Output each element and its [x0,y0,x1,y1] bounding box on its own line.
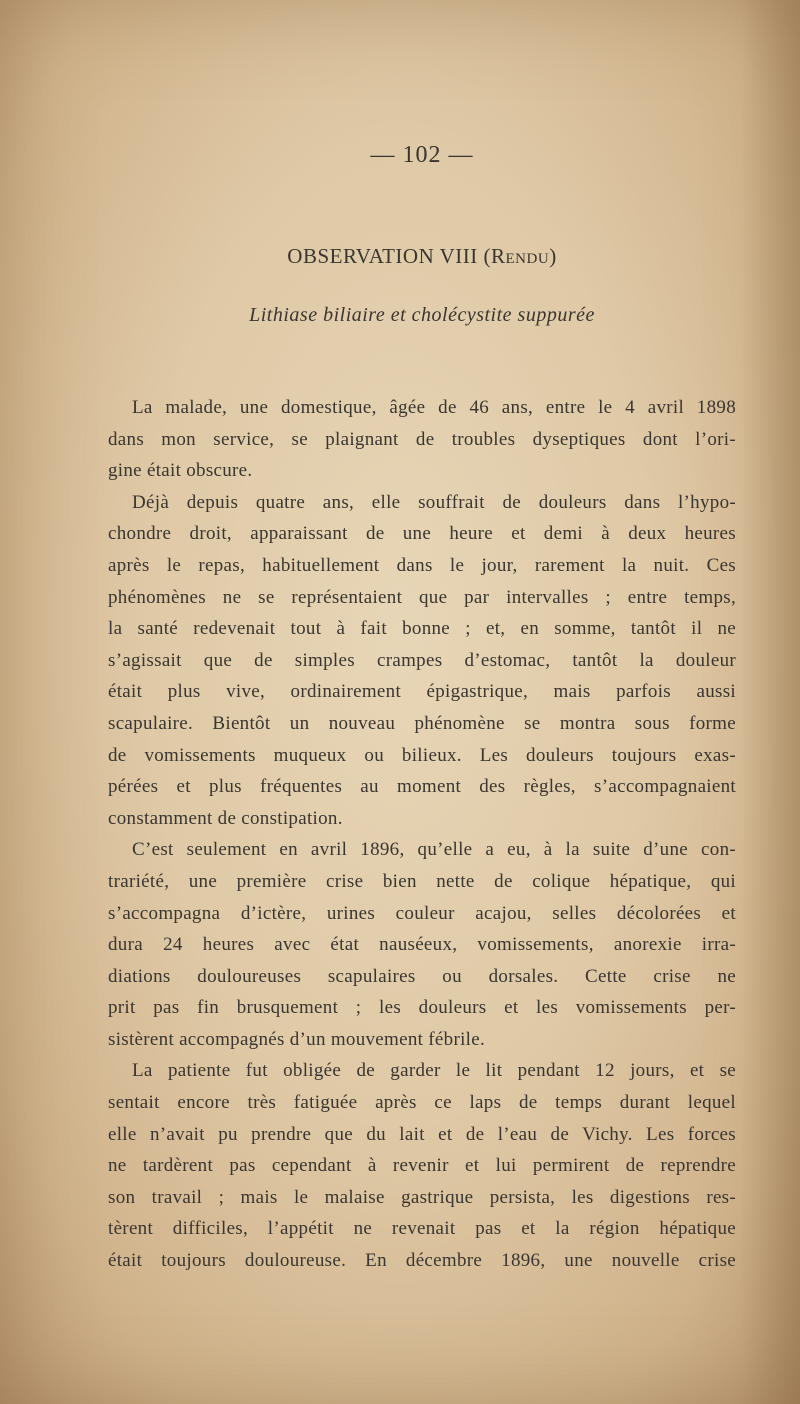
text-line: ne tardèrent pas cependant à revenir et lui permirent de reprendre [108,1155,736,1177]
text-line: la santé redevenait tout à fait bonne ; et, en somme, tantôt il ne [108,618,736,640]
observation-heading-suffix: ) [549,244,557,268]
text-line: scapulaire. Bientôt un nouveau phénomène se montra sous forme [108,712,736,734]
text-line: sentait encore très fatiguée après ce laps de temps durant lequel [108,1092,736,1114]
page-number: — 102 — [370,142,474,168]
observation-subtitle: Lithiase biliaire et cholécystite suppurée [249,304,595,326]
text-line: La malade, une domestique, âgée de 46 ans, entre le 4 avril 1898 [132,397,736,418]
observation-heading [108,244,736,269]
text-line: trariété, une première crise bien nette de colique hépatique, qui [108,870,736,892]
text-line: prit pas fin brusquement ; les douleurs et les vomissements per- [108,997,736,1019]
observation-author: Rendu [491,244,550,268]
page-edge-shading [740,0,800,1404]
text-line: de vomissements muqueux ou bilieux. Les douleurs toujours exas- [108,744,736,766]
observation-heading-prefix: OBSERVATION VIII ( [287,244,492,268]
text-line: dans mon service, se plaignant de troubles dyseptiques dont l’ori- [108,428,736,450]
text-line: Déjà depuis quatre ans, elle souffrait de douleurs dans l’hypo- [132,491,736,513]
text-line: diations douloureuses scapulaires ou dorsales. Cette crise ne [108,965,736,987]
text-line: C’est seulement en avril 1896, qu’elle a eu, à la suite d’une con- [132,839,736,861]
body-text [108,392,736,1277]
text-line: elle n’avait pu prendre que du lait et de l’eau de Vichy. Les forces [108,1123,736,1145]
text-line: était plus vive, ordinairement épigastrique, mais parfois aussi [108,681,736,703]
text-line: s’accompagna d’ictère, urines couleur acajou, selles décolorées et [108,902,736,924]
text-line: gine était obscure. [108,460,253,482]
text-line: constamment de constipation. [108,807,343,829]
text-line: dura 24 heures avec état nauséeux, vomissements, anorexie irra- [108,934,736,956]
text-line: s’agissait que de simples crampes d’estomac, tantôt la douleur [108,649,736,671]
text-line: phénomènes ne se représentaient que par intervalles ; entre temps, [108,586,736,608]
text-line: sistèrent accompagnés d’un mouvement fébrile. [108,1028,486,1050]
text-line: après le repas, habituellement dans le jour, rarement la nuit. Ces [108,554,736,576]
text-line: chondre droit, apparaissant de une heure et demi à deux heures [108,523,736,545]
text-line: son travail ; mais le malaise gastrique persista, les digestions res- [108,1186,736,1208]
text-line: La patiente fut obligée de garder le lit pendant 12 jours, et se [132,1060,736,1082]
text-line: pérées et plus fréquentes au moment des règles, s’accompagnaient [108,776,736,798]
text-line: tèrent difficiles, l’appétit ne revenait pas et la région hépatique [108,1218,736,1240]
text-line: était toujours douloureuse. En décembre 1896, une nouvelle crise [108,1250,736,1272]
